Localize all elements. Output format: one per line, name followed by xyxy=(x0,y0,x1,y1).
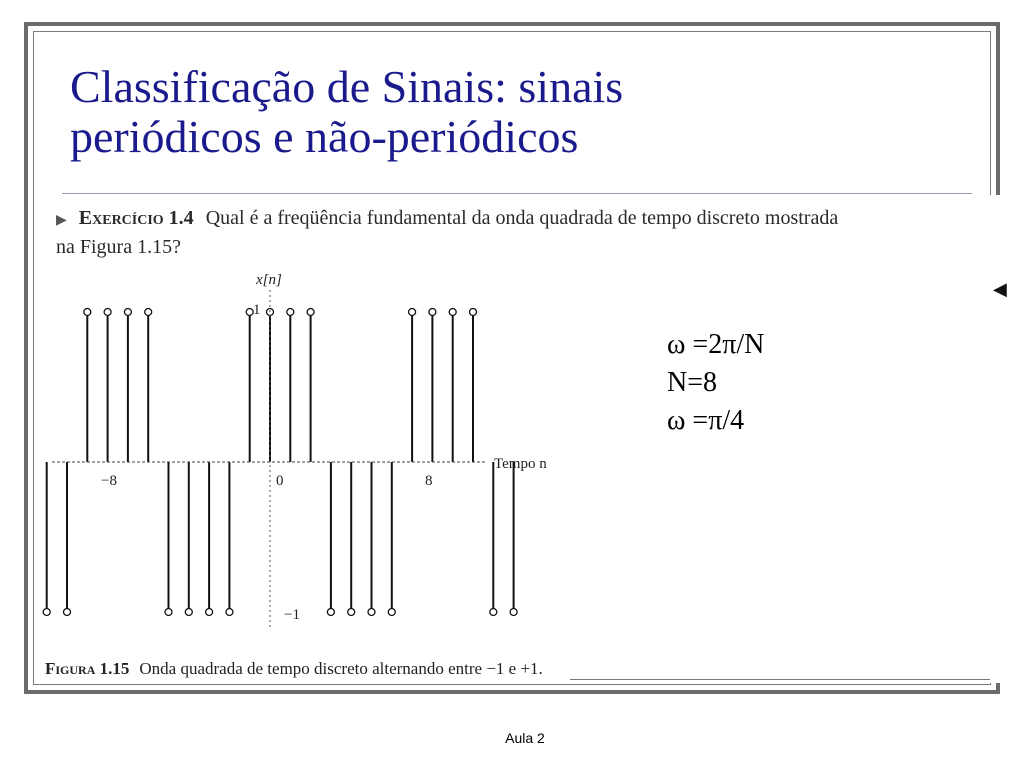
stem-n-8 xyxy=(104,309,111,463)
stem-n-9 xyxy=(84,309,91,463)
stem-n1 xyxy=(287,309,294,463)
stem-n4 xyxy=(348,462,355,616)
caption-text: Onda quadrada de tempo discreto alternando entre −1 e +1. xyxy=(139,659,543,678)
caption-divider xyxy=(570,679,990,680)
stem-marker xyxy=(185,609,192,616)
stem-marker xyxy=(429,309,436,316)
stem-marker xyxy=(43,609,50,616)
stem-n6 xyxy=(388,462,395,616)
level-label-neg: −1 xyxy=(284,607,300,623)
stem-marker xyxy=(226,609,233,616)
stem-marker xyxy=(165,609,172,616)
stem-n-2 xyxy=(226,462,233,616)
stem-n3 xyxy=(327,462,334,616)
exercise-triangle-icon: ▶ xyxy=(56,213,67,228)
formula-block xyxy=(667,326,764,440)
level-label-pos: 1 xyxy=(253,302,261,318)
exercise-question-line-2: na Figura 1.15? xyxy=(56,236,181,258)
slide-footer: Aula 2 xyxy=(505,730,545,746)
stem-marker xyxy=(368,609,375,616)
stem-n7 xyxy=(409,309,416,463)
stem-marker xyxy=(388,609,395,616)
formula-omega-general: ω =2π/N xyxy=(667,329,765,360)
y-axis-label: x[n] xyxy=(256,272,282,288)
stem-marker xyxy=(409,309,416,316)
stem-n-10 xyxy=(64,462,71,616)
stem-marker xyxy=(145,309,152,316)
stem-n2 xyxy=(307,309,314,463)
stem-n-11 xyxy=(43,462,50,616)
caption-label: Figura 1.15 xyxy=(45,659,130,678)
tick-label-0: 0 xyxy=(276,473,284,489)
stem-n-3 xyxy=(206,462,213,616)
exercise-question-line-1: Qual é a freqüência fundamental da onda quadrada de tempo discreto mostrada xyxy=(205,207,839,229)
square-wave-figure xyxy=(34,262,594,662)
stem-marker xyxy=(64,609,71,616)
stem-marker xyxy=(84,309,91,316)
stem-marker xyxy=(510,609,517,616)
stem-marker xyxy=(287,309,294,316)
exercise-label: Exercício 1.4 xyxy=(78,207,194,229)
stem-n11 xyxy=(490,462,497,616)
stem-n12 xyxy=(510,462,517,616)
title-line-1: Classificação de Sinais: sinais xyxy=(70,61,624,112)
previous-slide-arrow-icon[interactable]: ◀ xyxy=(993,279,1007,300)
stem-marker xyxy=(348,609,355,616)
formula-omega-value: ω =π/4 xyxy=(667,405,745,436)
tick-label-minus8: −8 xyxy=(101,473,117,489)
stem-marker xyxy=(327,609,334,616)
slide-title xyxy=(70,62,970,162)
stem-n-5 xyxy=(165,462,172,616)
stem-n9 xyxy=(449,309,456,463)
stem-marker xyxy=(449,309,456,316)
stem-n-1 xyxy=(246,309,253,463)
formula-period: N=8 xyxy=(667,367,718,398)
x-axis-label: Tempo n xyxy=(494,456,547,472)
figure-caption xyxy=(45,659,543,679)
title-divider xyxy=(62,193,972,194)
stem-n-4 xyxy=(185,462,192,616)
stem-n10 xyxy=(470,309,477,463)
stem-n-7 xyxy=(124,309,131,463)
stem-n5 xyxy=(368,462,375,616)
exercise-text xyxy=(56,205,838,260)
stem-marker xyxy=(124,309,131,316)
stem-marker xyxy=(490,609,497,616)
stem-n-6 xyxy=(145,309,152,463)
stem-marker xyxy=(307,309,314,316)
tick-label-8: 8 xyxy=(425,473,433,489)
stem-marker xyxy=(470,309,477,316)
stem-n8 xyxy=(429,309,436,463)
stem-marker xyxy=(206,609,213,616)
stem-marker xyxy=(104,309,111,316)
title-line-2: periódicos e não-periódicos xyxy=(70,111,579,162)
